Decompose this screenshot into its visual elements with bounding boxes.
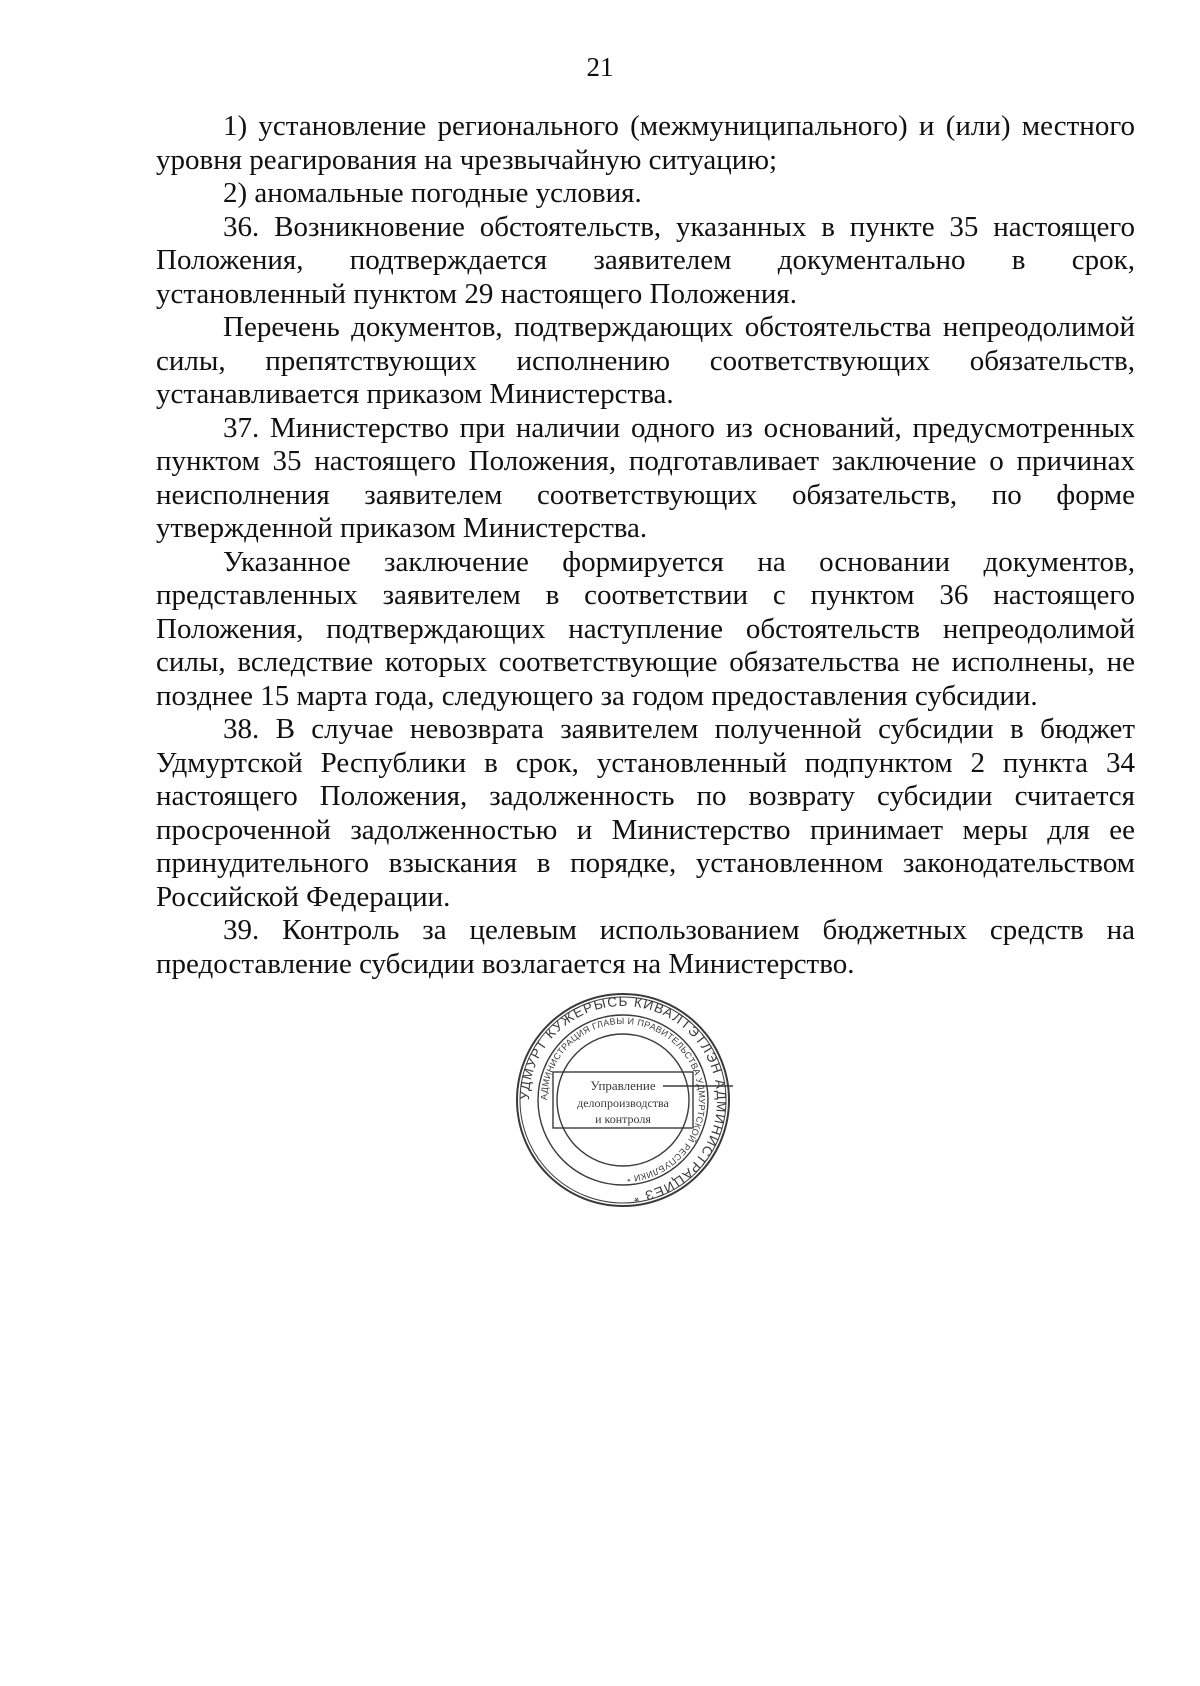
stamp-outer-ring-text: УДМУРТ КУЖЕРЫСЬ КИВАЛТЭТЛЭН АДМИНИСТРАЦИЕЗ * — [516, 993, 730, 1206]
document-body — [156, 110, 1135, 981]
official-stamp — [513, 990, 733, 1210]
paragraph-37: 37. Министерство при наличии одного из оснований, предусмотренных пунктом 35 настоящего Положения, подготавливает заключение о причинах неисполнения заявителем соответствующих обязательств, по форме утвержденной приказом Министерства. — [156, 411, 1135, 544]
paragraph-38: 38. В случае невозврата заявителем полученной субсидии в бюджет Удмуртской Республики в срок, установленный подпунктом 2 пункта 34 настоящего Положения, задолженность по возврату субсидии считается просроченной задолженностью и Министерство принимает меры для ее принудительного взыскания в порядке, установленном законодательством Российской Федерации. — [156, 713, 1135, 913]
stamp-center-line-3: и контроля — [595, 1112, 651, 1126]
stamp-center-line-1: Управление — [590, 1078, 656, 1093]
page-number: 21 — [586, 52, 614, 82]
stamp-seal-icon — [513, 990, 733, 1210]
paragraph-36: 36. Возникновение обстоятельств, указанных в пункте 35 настоящего Положения, подтверждается заявителем документально в срок, установленный пунктом 29 настоящего Положения. — [156, 210, 1135, 310]
paragraph-36-list: Перечень документов, подтверждающих обстоятельства непреодолимой силы, препятствующих исполнению соответствующих обязательств, устанавливается приказом Министерства. — [156, 311, 1135, 410]
paragraph-39: 39. Контроль за целевым использованием бюджетных средств на предоставление субсидии возлагается на Министерство. — [156, 914, 1135, 980]
paragraph-item-1: 1) установление регионального (межмуниципального) и (или) местного уровня реагирования на чрезвычайную ситуацию; — [156, 110, 1135, 176]
stamp-inner-ring-text: АДМИНИСТРАЦИЯ ГЛАВЫ И ПРАВИТЕЛЬСТВА УДМУРТСКОЙ РЕСПУБЛИКИ * — [538, 1015, 708, 1184]
stamp-center-line-2: делопроизводства — [577, 1096, 669, 1110]
paragraph-item-2: 2) аномальные погодные условия. — [223, 177, 642, 209]
paragraph-37-conclusion: Указанное заключение формируется на основании документов, представленных заявителем в соответствии с пунктом 36 настоящего Положения, подтверждающих наступление обстоятельств непреодолимой силы, вследствие которых соответствующие обязательства не исполнены, не позднее 15 марта года, следующего за годом предоставления субсидии. — [156, 545, 1135, 712]
